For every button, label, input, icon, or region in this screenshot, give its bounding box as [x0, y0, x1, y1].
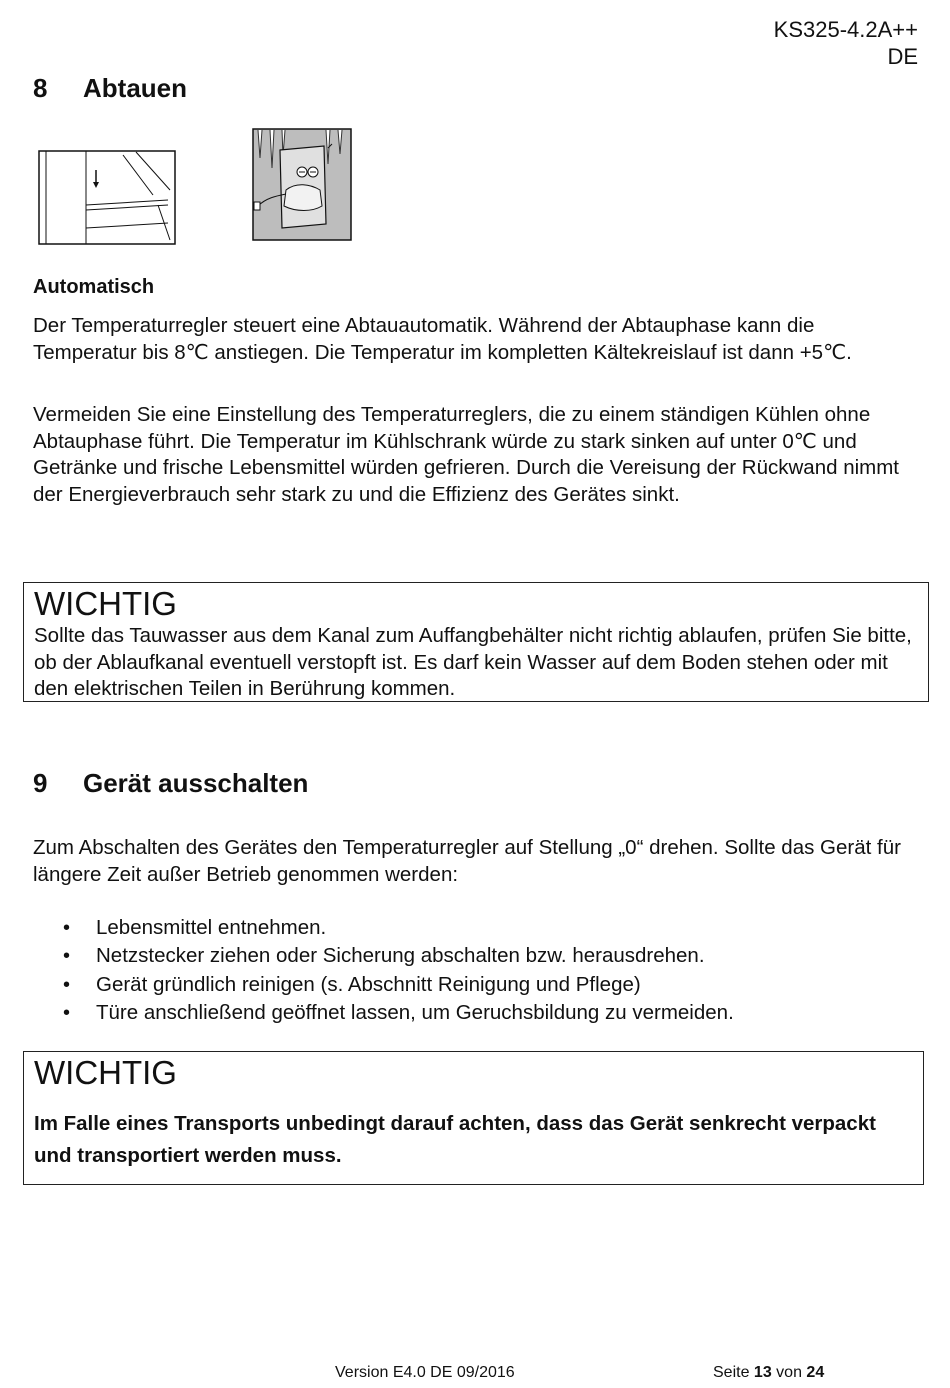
- notice-text: Sollte das Tauwasser aus dem Kanal zum Auffangbehälter nicht richtig ablaufen, prüfen Sie bitte, ob der Ablaufkanal eventuell verstopft ist. Es darf kein Wasser auf dem Boden stehen oder mit den elektrischen Teilen in Berührung kommen.: [34, 624, 912, 700]
- paragraph-defrost-auto: Der Temperaturregler steuert eine Abtauautomatik. Während der Abtauphase kann die Temperatur bis 8℃ anstiegen. Die Temperatur im kompletten Kältekreislauf ist dann +5℃.: [33, 314, 852, 364]
- section-title: Abtauen: [83, 73, 187, 103]
- section-9-heading: [33, 768, 308, 799]
- model-number: KS325-4.2A++: [773, 17, 918, 42]
- section-8-heading: [33, 73, 187, 104]
- important-notice-drain: [23, 582, 929, 702]
- list-item: • Türe anschließend geöffnet lassen, um Geruchsbildung zu vermeiden.: [33, 999, 923, 1027]
- paragraph-switch-off: Zum Abschalten des Gerätes den Temperaturregler auf Stellung „0“ drehen. Sollte das Gerät für längere Zeit außer Betrieb genommen werden:: [33, 836, 901, 886]
- section-number: 9: [33, 768, 48, 798]
- notice-title: WICHTIG: [34, 1054, 177, 1091]
- notice-title: WICHTIG: [34, 585, 177, 622]
- section-title: Gerät ausschalten: [83, 768, 309, 798]
- list-item: • Lebensmittel entnehmen.: [33, 914, 923, 942]
- section-number: 8: [33, 73, 48, 103]
- important-notice-transport: [23, 1051, 924, 1185]
- list-item: • Gerät gründlich reinigen (s. Abschnitt Reinigung und Pflege): [33, 971, 923, 999]
- language-code: DE: [887, 44, 918, 69]
- notice-text: Im Falle eines Transports unbedingt darauf achten, dass das Gerät senkrecht verpackt und transportiert werden muss.: [34, 1112, 876, 1167]
- list-item: • Netzstecker ziehen oder Sicherung abschalten bzw. herausdrehen.: [33, 942, 923, 970]
- fridge-interior-illustration: [38, 150, 176, 245]
- document-header: [774, 16, 918, 70]
- defrost-illustration: [252, 128, 352, 241]
- paragraph-avoid-setting: Vermeiden Sie eine Einstellung des Temperaturreglers, die zu einem ständigen Kühlen ohne Abtauphase führt. Die Temperatur im Kühlschrank würde zu stark sinken auf unter 0℃ und Getränke und frische Lebensmittel würden gefrieren. Durch die Vereisung der Rückwand nimmt der Energieverbrauch sehr stark zu und die Effizienz des Gerätes sinkt.: [33, 403, 899, 506]
- footer-version: Version E4.0 DE 09/2016: [335, 1364, 515, 1381]
- footer-page-number: Seite 13 von 24: [713, 1364, 825, 1381]
- shutdown-steps-list: [33, 914, 923, 1027]
- subheading-automatisch: Automatisch: [33, 276, 155, 298]
